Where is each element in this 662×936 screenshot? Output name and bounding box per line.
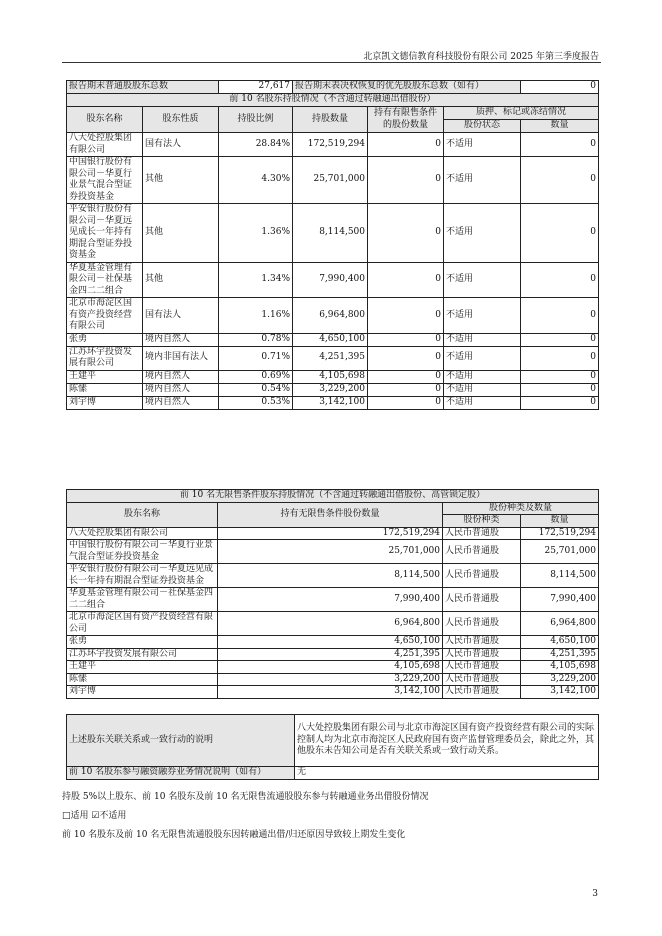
holder-ratio: 4.30% — [219, 157, 293, 204]
u-holder-qty: 8,114,500 — [218, 564, 443, 588]
holder-pledge-qty: 0 — [521, 133, 599, 157]
u-share-type: 人民币普通股 — [443, 540, 521, 564]
holder-pledge-qty: 0 — [521, 333, 599, 346]
holder-ratio: 0.69% — [219, 370, 293, 383]
holder-ratio: 0.71% — [219, 346, 293, 370]
page-number: 3 — [592, 889, 598, 899]
table-row — [67, 396, 599, 409]
holder-restricted: 0 — [368, 346, 444, 370]
holder-name: 八大处控股集团有限公司 — [67, 133, 143, 157]
col-ratio-header: 持股比例 — [219, 107, 293, 133]
holder-nature: 境内自然人 — [143, 396, 219, 409]
u-share-qty: 25,701,000 — [521, 540, 599, 564]
col-nature-header: 股东性质 — [143, 107, 219, 133]
holder-qty: 8,114,500 — [293, 204, 368, 263]
holder-nature: 其他 — [143, 262, 219, 298]
holder-ratio: 28.84% — [219, 133, 293, 157]
holder-name: 刘宇博 — [67, 396, 143, 409]
u-holder-name: 张勇 — [67, 636, 218, 649]
table-row — [67, 204, 599, 263]
holder-pledge-status: 不适用 — [444, 333, 521, 346]
lending-section-heading: 持股 5%以上股东、前 10 名股东及前 10 名无限售流通股股东参与转融通业务出借股份情况 — [62, 792, 429, 802]
holder-qty: 4,251,395 — [293, 346, 368, 370]
u-holder-name: 江苏环宇投资发展有限公司 — [67, 648, 218, 661]
holder-name: 张勇 — [67, 333, 143, 346]
col-qty-header: 持股数量 — [293, 107, 368, 133]
u-col-type-header: 股份种类 — [443, 515, 521, 528]
holder-pledge-qty: 0 — [521, 346, 599, 370]
holder-nature: 国有法人 — [143, 298, 219, 334]
u-share-qty: 8,114,500 — [521, 564, 599, 588]
margin-trading-label: 前 10 名股东参与融资融券业务情况说明（如有） — [67, 767, 295, 780]
u-share-qty: 3,229,200 — [521, 673, 599, 686]
margin-trading-text: 无 — [295, 767, 599, 780]
holder-pledge-qty: 0 — [521, 396, 599, 409]
table-row — [67, 298, 599, 334]
u-holder-name: 陈愫 — [67, 673, 218, 686]
top10-shareholders-table — [66, 80, 599, 410]
col-pledge-status-header: 股份状态 — [444, 120, 521, 133]
u-holder-name: 北京市海淀区国有资产投资经营有限公司 — [67, 612, 218, 636]
holder-pledge-qty: 0 — [521, 370, 599, 383]
holder-qty: 172,519,294 — [293, 133, 368, 157]
preferred-holders-label: 报告期末表决权恢复的优先股股东总数（如有） — [293, 81, 521, 94]
table-row — [67, 346, 599, 370]
table-row — [67, 370, 599, 383]
holder-nature: 境内自然人 — [143, 370, 219, 383]
u-holder-name: 华夏基金管理有限公司－社保基金四二二组合 — [67, 588, 218, 612]
holder-nature: 境内自然人 — [143, 383, 219, 396]
holder-restricted: 0 — [368, 157, 444, 204]
u-holder-name: 八大处控股集团有限公司 — [67, 527, 218, 540]
u-holder-qty: 6,964,800 — [218, 612, 443, 636]
holder-qty: 3,142,100 — [293, 396, 368, 409]
u-share-type: 人民币普通股 — [443, 673, 521, 686]
u-col-name-header: 股东名称 — [67, 502, 218, 527]
preferred-holders-value: 0 — [521, 81, 599, 94]
holder-pledge-status: 不适用 — [444, 370, 521, 383]
holder-pledge-status: 不适用 — [444, 204, 521, 263]
u-holder-qty: 172,519,294 — [218, 527, 443, 540]
u-share-type: 人民币普通股 — [443, 648, 521, 661]
total-holders-value: 27,617 — [219, 81, 293, 94]
table-row — [67, 540, 599, 564]
header-rule — [62, 62, 601, 63]
lending-change-heading: 前 10 名股东及前 10 名无限售流通股股东因转融通出借/归还原因导致较上期发生变化 — [62, 830, 406, 840]
unrestricted-shareholders-table — [66, 489, 599, 699]
u-share-type: 人民币普通股 — [443, 636, 521, 649]
u-share-qty: 4,105,698 — [521, 661, 599, 674]
holder-restricted: 0 — [368, 133, 444, 157]
table-row — [67, 588, 599, 612]
holder-pledge-status: 不适用 — [444, 262, 521, 298]
u-holder-qty: 4,650,100 — [218, 636, 443, 649]
holder-ratio: 1.16% — [219, 298, 293, 334]
u-share-type: 人民币普通股 — [443, 686, 521, 699]
u-holder-qty: 3,142,100 — [218, 686, 443, 699]
holder-name: 中国银行股份有限公司－华夏行业景气混合型证券投资基金 — [67, 157, 143, 204]
holder-ratio: 1.36% — [219, 204, 293, 263]
table-row — [67, 636, 599, 649]
holder-pledge-status: 不适用 — [444, 133, 521, 157]
holder-pledge-status: 不适用 — [444, 383, 521, 396]
col-name-header: 股东名称 — [67, 107, 143, 133]
holder-restricted: 0 — [368, 262, 444, 298]
holder-restricted: 0 — [368, 204, 444, 263]
holder-ratio: 1.34% — [219, 262, 293, 298]
holder-nature: 境内非国有法人 — [143, 346, 219, 370]
u-share-qty: 6,964,800 — [521, 612, 599, 636]
u-share-qty: 7,990,400 — [521, 588, 599, 612]
holder-name: 北京市海淀区国有资产投资经营有限公司 — [67, 298, 143, 334]
u-holder-qty: 4,105,698 — [218, 661, 443, 674]
table-row — [67, 527, 599, 540]
table-row — [67, 262, 599, 298]
total-holders-label: 报告期末普通股股东总数 — [67, 81, 219, 94]
holder-qty: 6,964,800 — [293, 298, 368, 334]
holder-ratio: 0.54% — [219, 383, 293, 396]
holder-name: 平安银行股份有限公司－华夏远见成长一年持有期混合型证券投资基金 — [67, 204, 143, 263]
u-holder-name: 王建平 — [67, 661, 218, 674]
u-share-type: 人民币普通股 — [443, 612, 521, 636]
holder-qty: 4,105,698 — [293, 370, 368, 383]
applicability-checkbox-line: □适用 ☑不适用 — [62, 811, 127, 821]
holder-nature: 其他 — [143, 204, 219, 263]
u-holder-qty: 25,701,000 — [218, 540, 443, 564]
u-share-qty: 3,142,100 — [521, 686, 599, 699]
summary-row — [67, 81, 599, 94]
holder-name: 陈愫 — [67, 383, 143, 396]
holder-pledge-status: 不适用 — [444, 396, 521, 409]
col-pledge-qty-header: 数量 — [521, 120, 599, 133]
u-holder-name: 中国银行股份有限公司－华夏行业景气混合型证券投资基金 — [67, 540, 218, 564]
table-row — [67, 686, 599, 699]
relation-text: 八大处控股集团有限公司与北京市海淀区国有资产投资经营有限公司的实际控制人均为北京市海淀区人民政府国有资产监督管理委员会，除此之外，其他股东未告知公司是否有关联关系或一致行动关系。 — [295, 715, 599, 767]
holder-pledge-qty: 0 — [521, 383, 599, 396]
holder-name: 华夏基金管理有限公司－社保基金四二二组合 — [67, 262, 143, 298]
holder-qty: 7,990,400 — [293, 262, 368, 298]
holder-pledge-qty: 0 — [521, 157, 599, 204]
table-row — [67, 157, 599, 204]
u-col-qty-header: 持有无限售条件股份数量 — [218, 502, 443, 527]
holder-nature: 境内自然人 — [143, 333, 219, 346]
notes-table — [66, 714, 599, 780]
u-holder-qty: 3,229,200 — [218, 673, 443, 686]
holder-ratio: 0.78% — [219, 333, 293, 346]
holder-pledge-status: 不适用 — [444, 157, 521, 204]
u-holder-qty: 7,990,400 — [218, 588, 443, 612]
u-holder-name: 平安银行股份有限公司－华夏远见成长一年持有期混合型证券投资基金 — [67, 564, 218, 588]
holder-name: 王建平 — [67, 370, 143, 383]
table-row — [67, 673, 599, 686]
u-col-type-qty-header: 数量 — [521, 515, 599, 528]
table-row — [67, 661, 599, 674]
holder-name: 江苏环宇投资发展有限公司 — [67, 346, 143, 370]
report-header: 北京凯文德信教育科技股份有限公司 2025 年第三季度报告 — [363, 52, 599, 62]
holder-qty: 4,650,100 — [293, 333, 368, 346]
u-share-qty: 4,650,100 — [521, 636, 599, 649]
u-share-type: 人民币普通股 — [443, 527, 521, 540]
table-row — [67, 564, 599, 588]
u-share-qty: 172,519,294 — [521, 527, 599, 540]
unrestricted-title: 前 10 名无限售条件股东持股情况（不含通过转融通出借股份、高管锁定股） — [67, 490, 599, 503]
holder-nature: 国有法人 — [143, 133, 219, 157]
holder-pledge-status: 不适用 — [444, 298, 521, 334]
col-restricted-header: 持有有限售条件的股份数量 — [368, 107, 444, 133]
table-row — [67, 612, 599, 636]
table-row — [67, 333, 599, 346]
holder-qty: 25,701,000 — [293, 157, 368, 204]
holder-nature: 其他 — [143, 157, 219, 204]
holder-restricted: 0 — [368, 396, 444, 409]
u-share-type: 人民币普通股 — [443, 588, 521, 612]
holder-qty: 3,229,200 — [293, 383, 368, 396]
holder-restricted: 0 — [368, 383, 444, 396]
holder-restricted: 0 — [368, 333, 444, 346]
holder-pledge-qty: 0 — [521, 204, 599, 263]
u-share-qty: 4,251,395 — [521, 648, 599, 661]
holder-restricted: 0 — [368, 370, 444, 383]
u-share-type: 人民币普通股 — [443, 661, 521, 674]
u-holder-name: 刘宇博 — [67, 686, 218, 699]
u-share-type: 人民币普通股 — [443, 564, 521, 588]
relation-label: 上述股东关联关系或一致行动的说明 — [67, 715, 295, 767]
holder-pledge-qty: 0 — [521, 298, 599, 334]
holder-restricted: 0 — [368, 298, 444, 334]
table-row — [67, 648, 599, 661]
table-row — [67, 133, 599, 157]
holder-pledge-status: 不适用 — [444, 346, 521, 370]
u-holder-qty: 4,251,395 — [218, 648, 443, 661]
holder-pledge-qty: 0 — [521, 262, 599, 298]
table-row — [67, 383, 599, 396]
col-pledge-header: 质押、标记或冻结情况 — [444, 107, 599, 120]
u-col-type-group-header: 股份种类及数量 — [443, 502, 599, 515]
holder-ratio: 0.53% — [219, 396, 293, 409]
top10-title: 前 10 名股东持股情况（不含通过转融通出借股份） — [67, 94, 599, 107]
